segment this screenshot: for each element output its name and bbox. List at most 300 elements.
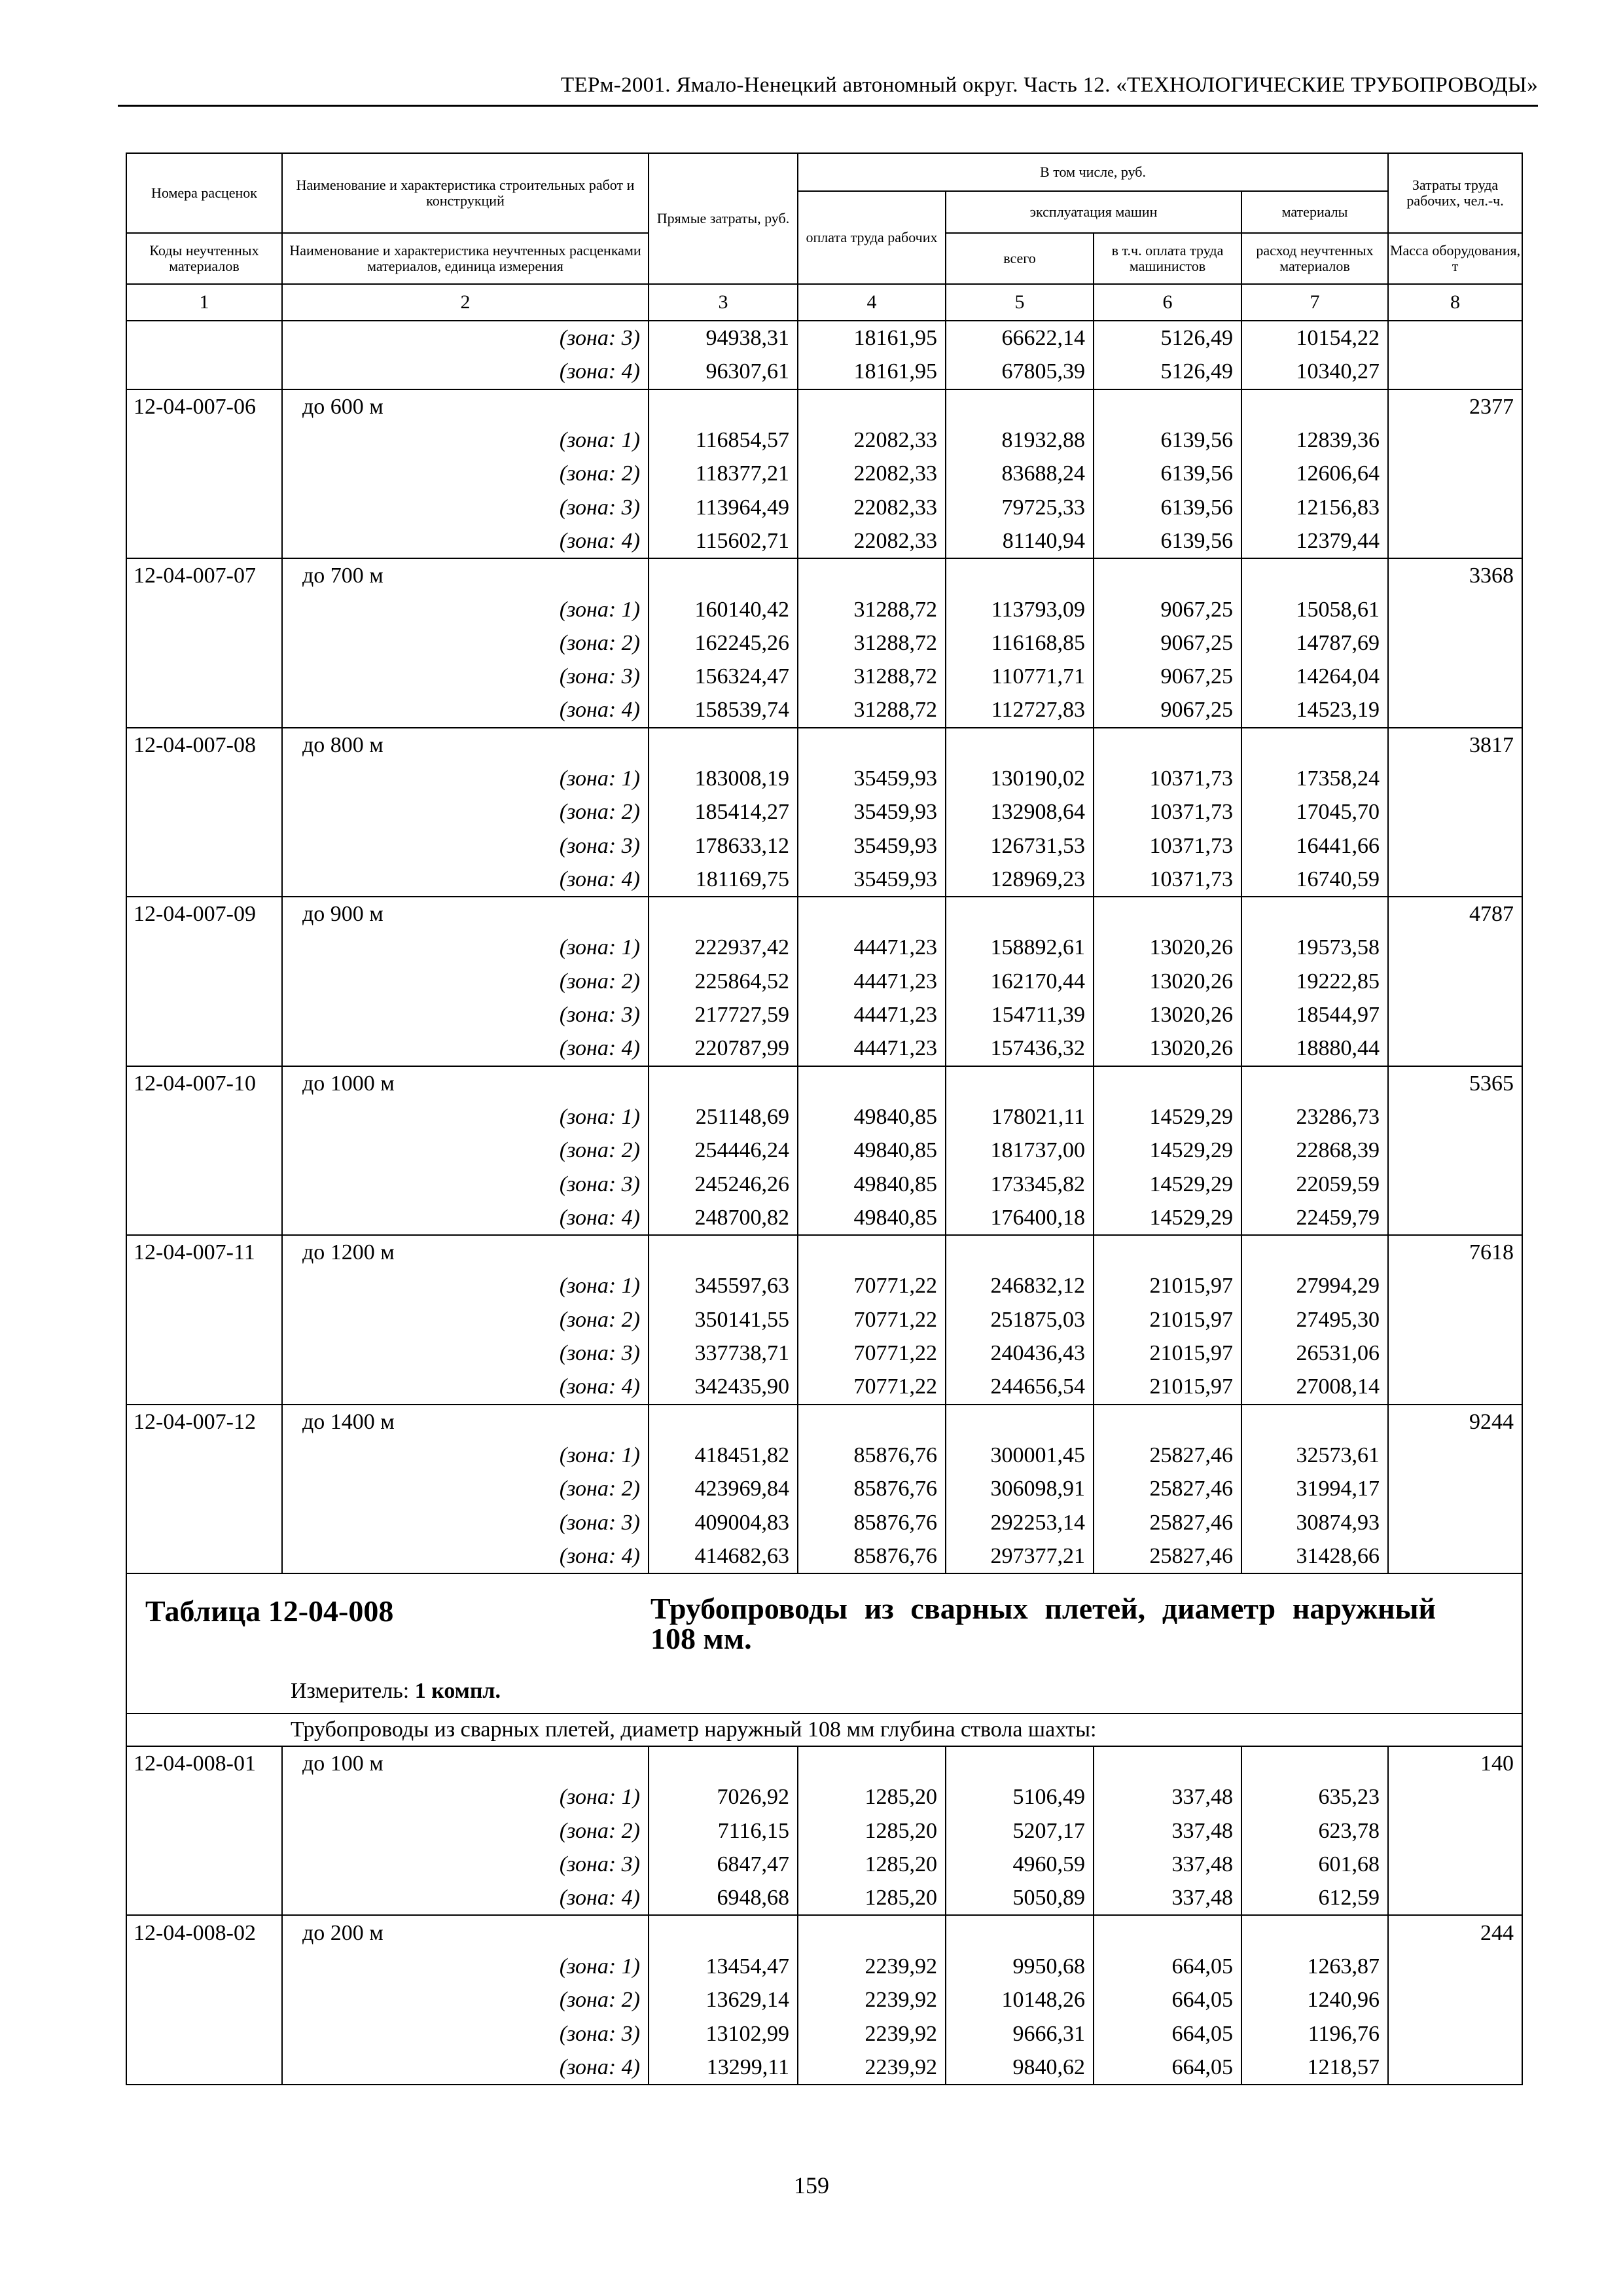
code-cell [126, 2017, 282, 2050]
rate-code: 12-04-008-02 [126, 1915, 282, 1949]
header-operators-pay: в т.ч. оплата труда машинистов [1094, 233, 1241, 284]
rate-code: 12-04-007-10 [126, 1066, 282, 1100]
machines-cell: 132908,64 [946, 795, 1094, 829]
materials-cell: 14264,04 [1241, 660, 1388, 693]
labor-hours-cell [1388, 1780, 1522, 1814]
labor-hours-cell: 3368 [1388, 558, 1522, 592]
empty-cell [1094, 1235, 1241, 1269]
zone-cell: (зона: 1) [282, 1269, 649, 1302]
header-codes: Номера расценок [126, 153, 282, 233]
direct-cost-cell: 156324,47 [649, 660, 798, 693]
rate-name: до 600 м [282, 389, 649, 423]
empty-cell [1094, 728, 1241, 762]
labor-hours-cell [1388, 931, 1522, 964]
column-number: 7 [1241, 284, 1388, 321]
zone-cell: (зона: 4) [282, 2051, 649, 2085]
table-row [126, 965, 1522, 998]
empty-cell [946, 1915, 1094, 1949]
materials-cell: 23286,73 [1241, 1100, 1388, 1134]
labor-pay-cell: 44471,23 [798, 965, 946, 998]
measure-unit [291, 1679, 501, 1704]
labor-pay-cell: 18161,95 [798, 355, 946, 389]
empty-cell [1094, 389, 1241, 423]
direct-cost-cell: 222937,42 [649, 931, 798, 964]
rate-group-row [126, 558, 1522, 592]
zone-cell: (зона: 2) [282, 457, 649, 490]
materials-cell: 10340,27 [1241, 355, 1388, 389]
empty-cell [1094, 897, 1241, 931]
rate-code: 12-04-008-01 [126, 1746, 282, 1780]
operators-pay-cell: 14529,29 [1094, 1100, 1241, 1134]
materials-cell: 31428,66 [1241, 1539, 1388, 1573]
materials-cell: 12839,36 [1241, 423, 1388, 457]
zone-cell: (зона: 4) [282, 1539, 649, 1573]
direct-cost-cell: 345597,63 [649, 1269, 798, 1302]
table-row [126, 863, 1522, 897]
code-cell [126, 1780, 282, 1814]
direct-cost-cell: 178633,12 [649, 829, 798, 862]
operators-pay-cell: 6139,56 [1094, 524, 1241, 558]
operators-pay-cell: 337,48 [1094, 1780, 1241, 1814]
empty-cell [1241, 1066, 1388, 1100]
table-row [126, 1780, 1522, 1814]
machines-cell: 181737,00 [946, 1134, 1094, 1167]
labor-pay-cell: 85876,76 [798, 1472, 946, 1505]
operators-pay-cell: 25827,46 [1094, 1472, 1241, 1505]
empty-cell [649, 897, 798, 931]
direct-cost-cell: 418451,82 [649, 1439, 798, 1472]
header-material-codes: Коды неучтенных материалов [126, 233, 282, 284]
labor-pay-cell: 31288,72 [798, 660, 946, 693]
direct-cost-cell: 350141,55 [649, 1303, 798, 1336]
materials-cell: 19222,85 [1241, 965, 1388, 998]
empty-cell [649, 558, 798, 592]
table-body-007 [126, 321, 1522, 1573]
code-cell [126, 795, 282, 829]
labor-hours-cell: 244 [1388, 1915, 1522, 1949]
labor-pay-cell: 22082,33 [798, 423, 946, 457]
machines-cell: 178021,11 [946, 1100, 1094, 1134]
code-cell [126, 1031, 282, 1066]
code-cell [126, 1370, 282, 1404]
zone-cell: (зона: 3) [282, 2017, 649, 2050]
machines-cell: 81140,94 [946, 524, 1094, 558]
operators-pay-cell: 337,48 [1094, 1814, 1241, 1848]
labor-hours-cell [1388, 1336, 1522, 1370]
code-cell [126, 762, 282, 795]
labor-pay-cell: 44471,23 [798, 998, 946, 1031]
machines-cell: 251875,03 [946, 1303, 1094, 1336]
empty-cell [946, 1746, 1094, 1780]
rate-code: 12-04-007-11 [126, 1235, 282, 1269]
labor-pay-cell: 2239,92 [798, 1950, 946, 1983]
rate-code: 12-04-007-07 [126, 558, 282, 592]
operators-pay-cell: 10371,73 [1094, 829, 1241, 862]
labor-hours-cell [1388, 321, 1522, 355]
direct-cost-cell: 13629,14 [649, 1983, 798, 2017]
machines-cell: 5207,17 [946, 1814, 1094, 1848]
table-row [126, 1983, 1522, 2017]
table-row [126, 795, 1522, 829]
zone-cell: (зона: 4) [282, 1881, 649, 1915]
code-cell [126, 1439, 282, 1472]
operators-pay-cell: 13020,26 [1094, 1031, 1241, 1066]
empty-cell [649, 728, 798, 762]
labor-hours-cell [1388, 863, 1522, 897]
operators-pay-cell: 14529,29 [1094, 1134, 1241, 1167]
code-cell [126, 457, 282, 490]
code-cell [126, 1814, 282, 1848]
column-number: 4 [798, 284, 946, 321]
table-row [126, 626, 1522, 660]
empty-cell [1094, 1915, 1241, 1949]
header-name: Наименование и характеристика строительных работ и конструкций [282, 153, 649, 233]
rate-code: 12-04-007-06 [126, 389, 282, 423]
code-cell [126, 1167, 282, 1200]
code-cell [126, 592, 282, 626]
code-cell [126, 1134, 282, 1167]
labor-hours-cell [1388, 965, 1522, 998]
empty-cell [946, 1235, 1094, 1269]
operators-pay-cell: 25827,46 [1094, 1505, 1241, 1539]
empty-cell [798, 1066, 946, 1100]
direct-cost-cell: 6948,68 [649, 1881, 798, 1915]
header-rule [118, 105, 1538, 107]
column-number: 2 [282, 284, 649, 321]
rate-group-row [126, 1235, 1522, 1269]
machines-cell: 126731,53 [946, 829, 1094, 862]
zone-cell: (зона: 1) [282, 423, 649, 457]
machines-cell: 66622,14 [946, 321, 1094, 355]
materials-cell: 12379,44 [1241, 524, 1388, 558]
empty-cell [946, 389, 1094, 423]
direct-cost-cell: 181169,75 [649, 863, 798, 897]
labor-hours-cell [1388, 1031, 1522, 1066]
labor-pay-cell: 49840,85 [798, 1100, 946, 1134]
labor-hours-cell [1388, 998, 1522, 1031]
machines-cell: 297377,21 [946, 1539, 1094, 1573]
operators-pay-cell: 13020,26 [1094, 965, 1241, 998]
labor-hours-cell [1388, 693, 1522, 727]
direct-cost-cell: 183008,19 [649, 762, 798, 795]
code-cell [126, 1269, 282, 1302]
direct-cost-cell: 248700,82 [649, 1201, 798, 1235]
operators-pay-cell: 337,48 [1094, 1848, 1241, 1881]
rate-name: до 900 м [282, 897, 649, 931]
code-cell [126, 1539, 282, 1573]
empty-cell [1241, 1915, 1388, 1949]
labor-hours-cell [1388, 829, 1522, 862]
zone-cell: (зона: 4) [282, 693, 649, 727]
materials-cell: 14787,69 [1241, 626, 1388, 660]
table-row [126, 762, 1522, 795]
machines-cell: 5106,49 [946, 1780, 1094, 1814]
operators-pay-cell: 5126,49 [1094, 321, 1241, 355]
code-cell [126, 1100, 282, 1134]
rate-group-row [126, 728, 1522, 762]
direct-cost-cell: 245246,26 [649, 1167, 798, 1200]
empty-cell [649, 1066, 798, 1100]
zone-cell: (зона: 3) [282, 660, 649, 693]
zone-cell: (зона: 4) [282, 355, 649, 389]
zone-cell: (зона: 3) [282, 1848, 649, 1881]
labor-pay-cell: 2239,92 [798, 1983, 946, 2017]
header-labor-hours: Затраты труда рабочих, чел.-ч. [1388, 153, 1522, 233]
table-row [126, 2051, 1522, 2085]
header-material-name: Наименование и характеристика неучтенных расценками материалов, единица измерения [282, 233, 649, 284]
machines-cell: 9950,68 [946, 1950, 1094, 1983]
machines-cell: 246832,12 [946, 1269, 1094, 1302]
machines-cell: 128969,23 [946, 863, 1094, 897]
direct-cost-cell: 158539,74 [649, 693, 798, 727]
header-materials: материалы [1241, 191, 1388, 233]
empty-cell [649, 1746, 798, 1780]
machines-cell: 173345,82 [946, 1167, 1094, 1200]
code-cell [126, 965, 282, 998]
machines-cell: 113793,09 [946, 592, 1094, 626]
empty-cell [1241, 558, 1388, 592]
operators-pay-cell: 13020,26 [1094, 931, 1241, 964]
code-cell [126, 1336, 282, 1370]
labor-pay-cell: 85876,76 [798, 1539, 946, 1573]
materials-cell: 12156,83 [1241, 490, 1388, 524]
operators-pay-cell: 25827,46 [1094, 1439, 1241, 1472]
labor-hours-cell [1388, 1370, 1522, 1404]
labor-pay-cell: 31288,72 [798, 693, 946, 727]
rates-table [126, 152, 1523, 2085]
labor-pay-cell: 35459,93 [798, 762, 946, 795]
table-row [126, 457, 1522, 490]
code-cell [126, 998, 282, 1031]
machines-cell: 83688,24 [946, 457, 1094, 490]
table-row [126, 1031, 1522, 1066]
materials-cell: 19573,58 [1241, 931, 1388, 964]
machines-cell: 5050,89 [946, 1881, 1094, 1915]
labor-hours-cell [1388, 2051, 1522, 2085]
rate-group-row [126, 1746, 1522, 1780]
zone-cell: (зона: 3) [282, 1167, 649, 1200]
zone-cell: (зона: 3) [282, 1336, 649, 1370]
direct-cost-cell: 423969,84 [649, 1472, 798, 1505]
materials-cell: 22868,39 [1241, 1134, 1388, 1167]
labor-hours-cell [1388, 490, 1522, 524]
table-row [126, 592, 1522, 626]
empty-cell [798, 558, 946, 592]
operators-pay-cell: 9067,25 [1094, 693, 1241, 727]
materials-cell: 32573,61 [1241, 1439, 1388, 1472]
zone-cell: (зона: 3) [282, 321, 649, 355]
zone-cell: (зона: 2) [282, 626, 649, 660]
machines-cell: 176400,18 [946, 1201, 1094, 1235]
machines-cell: 81932,88 [946, 423, 1094, 457]
operators-pay-cell: 21015,97 [1094, 1269, 1241, 1302]
labor-hours-cell [1388, 524, 1522, 558]
direct-cost-cell: 13299,11 [649, 2051, 798, 2085]
rate-group-row [126, 1405, 1522, 1439]
empty-cell [1241, 1405, 1388, 1439]
rate-group-row [126, 1066, 1522, 1100]
header-equipment-mass: Масса оборудования, т [1388, 233, 1522, 284]
machines-cell: 9666,31 [946, 2017, 1094, 2050]
table-row [126, 2017, 1522, 2050]
direct-cost-cell: 116854,57 [649, 423, 798, 457]
labor-hours-cell [1388, 1472, 1522, 1505]
direct-cost-cell: 342435,90 [649, 1370, 798, 1404]
header-labor-pay: оплата труда рабочих [798, 191, 946, 284]
code-cell [126, 423, 282, 457]
table-row [126, 1950, 1522, 1983]
empty-cell [798, 1405, 946, 1439]
machines-cell: 110771,71 [946, 660, 1094, 693]
table-row [126, 423, 1522, 457]
labor-pay-cell: 70771,22 [798, 1370, 946, 1404]
direct-cost-cell: 217727,59 [649, 998, 798, 1031]
labor-pay-cell: 1285,20 [798, 1881, 946, 1915]
zone-cell: (зона: 4) [282, 524, 649, 558]
zone-cell: (зона: 1) [282, 931, 649, 964]
table-row [126, 1505, 1522, 1539]
table-row [126, 1100, 1522, 1134]
labor-hours-cell [1388, 1269, 1522, 1302]
materials-cell: 601,68 [1241, 1848, 1388, 1881]
direct-cost-cell: 220787,99 [649, 1031, 798, 1066]
operators-pay-cell: 14529,29 [1094, 1201, 1241, 1235]
materials-cell: 15058,61 [1241, 592, 1388, 626]
table-row [126, 1848, 1522, 1881]
code-cell [126, 1472, 282, 1505]
labor-hours-cell [1388, 1439, 1522, 1472]
empty-cell [798, 1235, 946, 1269]
labor-pay-cell: 35459,93 [798, 863, 946, 897]
code-cell [126, 829, 282, 862]
materials-cell: 22059,59 [1241, 1167, 1388, 1200]
code-cell [126, 660, 282, 693]
labor-hours-cell: 7618 [1388, 1235, 1522, 1269]
labor-hours-cell [1388, 795, 1522, 829]
zone-cell: (зона: 4) [282, 1370, 649, 1404]
table-row [126, 1134, 1522, 1167]
table-row [126, 1439, 1522, 1472]
labor-pay-cell: 85876,76 [798, 1505, 946, 1539]
labor-pay-cell: 70771,22 [798, 1303, 946, 1336]
zone-cell: (зона: 2) [282, 1814, 649, 1848]
empty-cell [946, 558, 1094, 592]
empty-cell [1241, 897, 1388, 931]
direct-cost-cell: 6847,47 [649, 1848, 798, 1881]
column-number: 1 [126, 284, 282, 321]
zone-cell: (зона: 4) [282, 863, 649, 897]
empty-cell [946, 728, 1094, 762]
table-row [126, 321, 1522, 355]
operators-pay-cell: 9067,25 [1094, 660, 1241, 693]
labor-hours-cell [1388, 457, 1522, 490]
empty-cell [1241, 1746, 1388, 1780]
direct-cost-cell: 251148,69 [649, 1100, 798, 1134]
empty-cell [798, 728, 946, 762]
zone-cell: (зона: 2) [282, 1303, 649, 1336]
operators-pay-cell: 664,05 [1094, 1983, 1241, 2017]
materials-cell: 26531,06 [1241, 1336, 1388, 1370]
direct-cost-cell: 162245,26 [649, 626, 798, 660]
labor-hours-cell [1388, 1505, 1522, 1539]
code-cell [126, 1950, 282, 1983]
labor-pay-cell: 22082,33 [798, 524, 946, 558]
machines-cell: 244656,54 [946, 1370, 1094, 1404]
table-row [126, 693, 1522, 727]
empty-cell [649, 389, 798, 423]
labor-hours-cell [1388, 1134, 1522, 1167]
materials-cell: 1240,96 [1241, 1983, 1388, 2017]
rate-code: 12-04-007-12 [126, 1405, 282, 1439]
materials-cell: 17358,24 [1241, 762, 1388, 795]
operators-pay-cell: 664,05 [1094, 2051, 1241, 2085]
measure-unit-label: Измеритель: [291, 1678, 410, 1703]
zone-cell: (зона: 3) [282, 1505, 649, 1539]
labor-pay-cell: 18161,95 [798, 321, 946, 355]
labor-hours-cell [1388, 2017, 1522, 2050]
empty-cell [798, 1915, 946, 1949]
operators-pay-cell: 664,05 [1094, 1950, 1241, 1983]
rate-code: 12-04-007-09 [126, 897, 282, 931]
operators-pay-cell: 14529,29 [1094, 1167, 1241, 1200]
empty-cell [946, 1066, 1094, 1100]
labor-pay-cell: 22082,33 [798, 457, 946, 490]
table-description: Трубопроводы из сварных плетей, диаметр наружный 108 мм. [651, 1591, 1436, 1655]
labor-hours-cell: 140 [1388, 1746, 1522, 1780]
direct-cost-cell: 113964,49 [649, 490, 798, 524]
zone-cell: (зона: 2) [282, 795, 649, 829]
table-row [126, 1881, 1522, 1915]
labor-pay-cell: 2239,92 [798, 2017, 946, 2050]
labor-hours-cell [1388, 1539, 1522, 1573]
materials-cell: 30874,93 [1241, 1505, 1388, 1539]
labor-hours-cell: 2377 [1388, 389, 1522, 423]
materials-cell: 1263,87 [1241, 1950, 1388, 1983]
direct-cost-cell: 115602,71 [649, 524, 798, 558]
labor-pay-cell: 44471,23 [798, 931, 946, 964]
labor-hours-cell [1388, 1950, 1522, 1983]
labor-hours-cell [1388, 1983, 1522, 2017]
materials-cell: 22459,79 [1241, 1201, 1388, 1235]
materials-cell: 10154,22 [1241, 321, 1388, 355]
empty-cell [798, 897, 946, 931]
table-row [126, 1370, 1522, 1404]
labor-hours-cell [1388, 1881, 1522, 1915]
machines-cell: 9840,62 [946, 2051, 1094, 2085]
labor-hours-cell: 3817 [1388, 728, 1522, 762]
labor-pay-cell: 1285,20 [798, 1814, 946, 1848]
empty-cell [1241, 389, 1388, 423]
zone-cell: (зона: 1) [282, 1950, 649, 1983]
table-row [126, 1167, 1522, 1200]
operators-pay-cell: 10371,73 [1094, 795, 1241, 829]
code-cell [126, 1983, 282, 2017]
code-cell [126, 355, 282, 389]
zone-cell: (зона: 3) [282, 490, 649, 524]
direct-cost-cell: 185414,27 [649, 795, 798, 829]
operators-pay-cell: 25827,46 [1094, 1539, 1241, 1573]
zone-cell: (зона: 2) [282, 965, 649, 998]
code-cell [126, 490, 282, 524]
labor-pay-cell: 49840,85 [798, 1201, 946, 1235]
rate-group-row [126, 897, 1522, 931]
header-direct-costs: Прямые затраты, руб. [649, 153, 798, 284]
column-number: 8 [1388, 284, 1522, 321]
labor-hours-cell [1388, 762, 1522, 795]
operators-pay-cell: 6139,56 [1094, 457, 1241, 490]
machines-cell: 154711,39 [946, 998, 1094, 1031]
zone-cell: (зона: 3) [282, 998, 649, 1031]
